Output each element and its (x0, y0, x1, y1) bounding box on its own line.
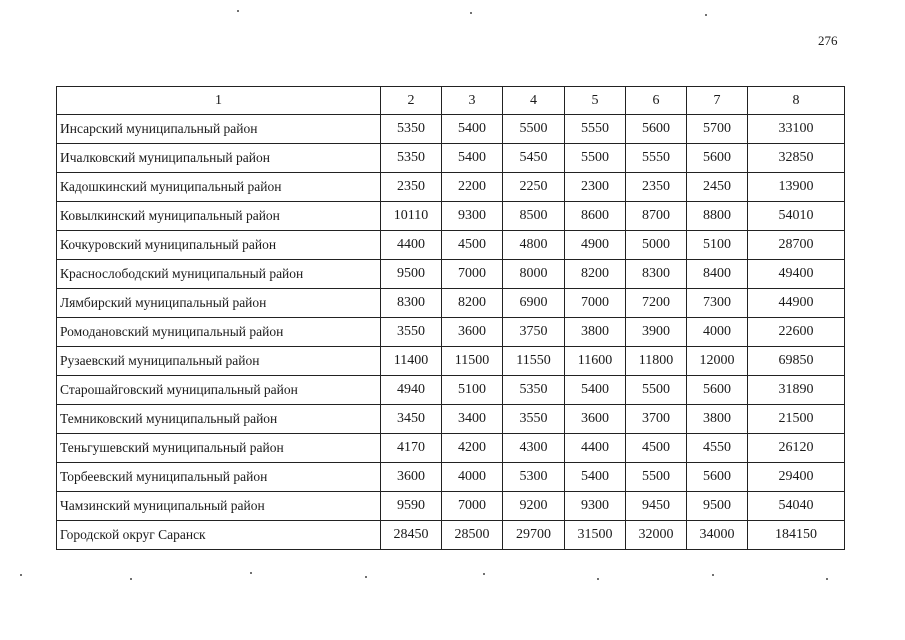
value-cell: 8000 (503, 260, 565, 289)
value-cell: 5550 (626, 144, 687, 173)
column-header: 3 (442, 87, 503, 115)
value-cell: 3800 (687, 405, 748, 434)
value-cell: 4000 (687, 318, 748, 347)
value-cell: 3800 (565, 318, 626, 347)
value-cell: 2350 (381, 173, 442, 202)
table-row (57, 434, 845, 463)
value-cell: 4300 (503, 434, 565, 463)
value-cell: 5600 (687, 144, 748, 173)
value-cell: 3400 (442, 405, 503, 434)
value-cell: 5400 (442, 144, 503, 173)
value-cell: 54040 (748, 492, 845, 521)
data-table (56, 86, 845, 550)
value-cell: 8300 (381, 289, 442, 318)
value-cell: 5700 (687, 115, 748, 144)
row-name-cell: Краснослободский муниципальный район (57, 260, 381, 289)
value-cell: 4200 (442, 434, 503, 463)
value-cell: 5100 (442, 376, 503, 405)
row-name-cell: Рузаевский муниципальный район (57, 347, 381, 376)
value-cell: 11600 (565, 347, 626, 376)
value-cell: 3450 (381, 405, 442, 434)
value-cell: 9500 (687, 492, 748, 521)
table-row (57, 144, 845, 173)
table-row (57, 405, 845, 434)
value-cell: 11500 (442, 347, 503, 376)
value-cell: 5600 (687, 376, 748, 405)
value-cell: 4400 (565, 434, 626, 463)
table-row (57, 492, 845, 521)
value-cell: 4500 (442, 231, 503, 260)
row-name-cell: Лямбирский муниципальный район (57, 289, 381, 318)
value-cell: 3550 (381, 318, 442, 347)
value-cell: 184150 (748, 521, 845, 550)
value-cell: 4800 (503, 231, 565, 260)
column-header: 2 (381, 87, 442, 115)
value-cell: 5500 (626, 376, 687, 405)
value-cell: 28500 (442, 521, 503, 550)
column-header: 1 (57, 87, 381, 115)
value-cell: 3550 (503, 405, 565, 434)
value-cell: 5600 (687, 463, 748, 492)
value-cell: 12000 (687, 347, 748, 376)
row-name-cell: Торбеевский муниципальный район (57, 463, 381, 492)
value-cell: 5350 (381, 144, 442, 173)
table-row (57, 202, 845, 231)
value-cell: 5400 (565, 463, 626, 492)
value-cell: 4500 (626, 434, 687, 463)
value-cell: 8500 (503, 202, 565, 231)
row-name-cell: Темниковский муниципальный район (57, 405, 381, 434)
value-cell: 3700 (626, 405, 687, 434)
value-cell: 2450 (687, 173, 748, 202)
value-cell: 22600 (748, 318, 845, 347)
value-cell: 49400 (748, 260, 845, 289)
value-cell: 29700 (503, 521, 565, 550)
value-cell: 8200 (442, 289, 503, 318)
value-cell: 4000 (442, 463, 503, 492)
value-cell: 28450 (381, 521, 442, 550)
value-cell: 5500 (626, 463, 687, 492)
value-cell: 9590 (381, 492, 442, 521)
table-row (57, 115, 845, 144)
value-cell: 9450 (626, 492, 687, 521)
value-cell: 8300 (626, 260, 687, 289)
row-name-cell: Ичалковский муниципальный район (57, 144, 381, 173)
value-cell: 5350 (503, 376, 565, 405)
table-row (57, 347, 845, 376)
value-cell: 5450 (503, 144, 565, 173)
table-row (57, 289, 845, 318)
value-cell: 3750 (503, 318, 565, 347)
row-name-cell: Городской округ Саранск (57, 521, 381, 550)
value-cell: 9300 (565, 492, 626, 521)
value-cell: 5000 (626, 231, 687, 260)
table-row (57, 463, 845, 492)
column-header: 5 (565, 87, 626, 115)
value-cell: 3600 (442, 318, 503, 347)
value-cell: 54010 (748, 202, 845, 231)
value-cell: 4940 (381, 376, 442, 405)
value-cell: 5500 (503, 115, 565, 144)
value-cell: 7000 (442, 492, 503, 521)
value-cell: 29400 (748, 463, 845, 492)
table-row (57, 318, 845, 347)
value-cell: 31500 (565, 521, 626, 550)
value-cell: 34000 (687, 521, 748, 550)
value-cell: 4170 (381, 434, 442, 463)
value-cell: 5300 (503, 463, 565, 492)
value-cell: 2300 (565, 173, 626, 202)
value-cell: 8800 (687, 202, 748, 231)
column-header: 4 (503, 87, 565, 115)
value-cell: 8200 (565, 260, 626, 289)
value-cell: 31890 (748, 376, 845, 405)
value-cell: 7200 (626, 289, 687, 318)
value-cell: 5350 (381, 115, 442, 144)
column-header: 8 (748, 87, 845, 115)
row-name-cell: Инсарский муниципальный район (57, 115, 381, 144)
value-cell: 3600 (381, 463, 442, 492)
table-row (57, 260, 845, 289)
row-name-cell: Ромодановский муниципальный район (57, 318, 381, 347)
column-header: 6 (626, 87, 687, 115)
table-row (57, 173, 845, 202)
value-cell: 3900 (626, 318, 687, 347)
value-cell: 21500 (748, 405, 845, 434)
value-cell: 13900 (748, 173, 845, 202)
table-body (57, 115, 845, 550)
value-cell: 8700 (626, 202, 687, 231)
value-cell: 5400 (565, 376, 626, 405)
table-row (57, 231, 845, 260)
value-cell: 11550 (503, 347, 565, 376)
value-cell: 4400 (381, 231, 442, 260)
value-cell: 8400 (687, 260, 748, 289)
value-cell: 2250 (503, 173, 565, 202)
table-row (57, 376, 845, 405)
value-cell: 5600 (626, 115, 687, 144)
value-cell: 9200 (503, 492, 565, 521)
page-number: 276 (818, 33, 838, 48)
value-cell: 7000 (565, 289, 626, 318)
value-cell: 44900 (748, 289, 845, 318)
value-cell: 5550 (565, 115, 626, 144)
value-cell: 11400 (381, 347, 442, 376)
value-cell: 32850 (748, 144, 845, 173)
value-cell: 32000 (626, 521, 687, 550)
value-cell: 10110 (381, 202, 442, 231)
value-cell: 9500 (381, 260, 442, 289)
row-name-cell: Кочкуровский муниципальный район (57, 231, 381, 260)
value-cell: 8600 (565, 202, 626, 231)
value-cell: 11800 (626, 347, 687, 376)
column-header: 7 (687, 87, 748, 115)
value-cell: 6900 (503, 289, 565, 318)
header-row (57, 87, 845, 115)
value-cell: 5100 (687, 231, 748, 260)
value-cell: 2350 (626, 173, 687, 202)
table-row (57, 521, 845, 550)
value-cell: 2200 (442, 173, 503, 202)
value-cell: 5400 (442, 115, 503, 144)
row-name-cell: Кадошкинский муниципальный район (57, 173, 381, 202)
row-name-cell: Старошайговский муниципальный район (57, 376, 381, 405)
value-cell: 33100 (748, 115, 845, 144)
value-cell: 7300 (687, 289, 748, 318)
value-cell: 4550 (687, 434, 748, 463)
value-cell: 26120 (748, 434, 845, 463)
value-cell: 28700 (748, 231, 845, 260)
value-cell: 69850 (748, 347, 845, 376)
value-cell: 5500 (565, 144, 626, 173)
value-cell: 9300 (442, 202, 503, 231)
value-cell: 4900 (565, 231, 626, 260)
row-name-cell: Чамзинский муниципальный район (57, 492, 381, 521)
row-name-cell: Теньгушевский муниципальный район (57, 434, 381, 463)
value-cell: 7000 (442, 260, 503, 289)
row-name-cell: Ковылкинский муниципальный район (57, 202, 381, 231)
value-cell: 3600 (565, 405, 626, 434)
